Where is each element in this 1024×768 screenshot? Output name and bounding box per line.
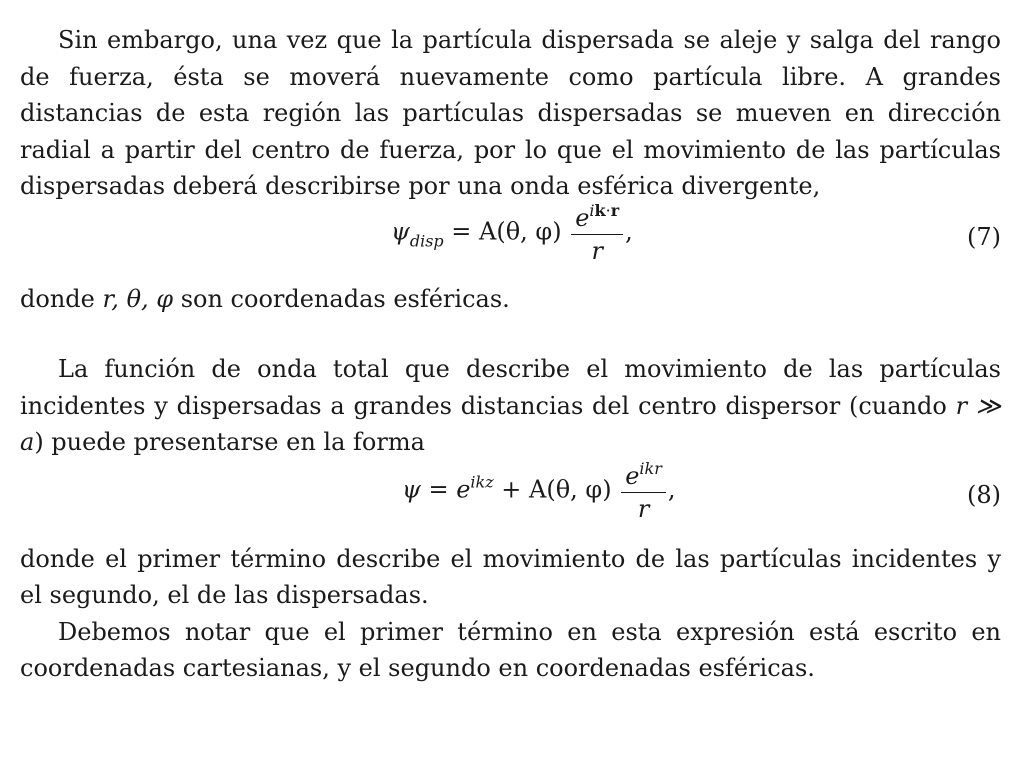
para2-suffix: son coordenadas esféricas. bbox=[173, 284, 510, 313]
para3-part2: ) puede presentarse en la forma bbox=[34, 428, 425, 456]
eq8-numerator bbox=[621, 459, 666, 492]
para2-math: r, θ, φ bbox=[102, 284, 174, 313]
equation-7-row bbox=[20, 200, 1001, 281]
equation-8 bbox=[402, 459, 676, 523]
eq7-exp-dot: · bbox=[605, 200, 611, 220]
document-page bbox=[20, 22, 1001, 687]
paragraph-first-term: donde el primer término describe el movimiento de las partículas incidentes y el segundo, el de las dispersadas. bbox=[20, 544, 1001, 609]
eq8-denominator: r bbox=[637, 494, 650, 523]
equation-8-row bbox=[20, 458, 1001, 541]
eq7-rhs-prefix: = A(θ, φ) bbox=[443, 217, 562, 246]
eq8-lhs: ψ = e bbox=[402, 475, 471, 504]
eq8-numerator-base: e bbox=[625, 461, 640, 490]
eq7-numerator-base: e bbox=[575, 203, 590, 232]
paragraph-scattered-particle: Sin embargo, una vez que la partícula dispersada se aleje y salga del rango de fuerza, ésta se moverá nuevamente como partícula libre. A grandes distancias de esta región las partículas dispersadas se mueven en dirección radial a partir del centro de fuerza, por lo que el movimiento de las partículas dispersadas deberá describirse por una onda esférica divergente, bbox=[20, 26, 1001, 200]
eq7-lhs-subscript: disp bbox=[409, 231, 444, 251]
eq7-exp-r: r bbox=[610, 200, 620, 220]
paragraph-coordinates-note: Debemos notar que el primer término en esta expresión está escrito en coordenadas cartesianas, y el segundo en coordenadas esféricas. bbox=[20, 617, 1001, 682]
para3-math: r ≫ a bbox=[20, 391, 1001, 456]
eq7-trailing: , bbox=[625, 217, 633, 246]
equation-8-number: (8) bbox=[967, 480, 1001, 509]
eq8-middle: + A(θ, φ) bbox=[493, 475, 612, 504]
eq7-lhs-symbol: ψ bbox=[391, 217, 410, 246]
eq7-numerator-exponent bbox=[589, 201, 619, 220]
equation-7 bbox=[391, 201, 633, 265]
paragraph-spherical-coordinates bbox=[20, 281, 1001, 318]
eq7-denominator: r bbox=[591, 236, 603, 265]
eq8-fraction bbox=[621, 459, 666, 523]
para2-prefix: donde bbox=[20, 284, 103, 313]
eq8-numerator-exponent: ikr bbox=[639, 458, 662, 478]
eq7-numerator bbox=[571, 201, 623, 234]
eq7-exp-i: i bbox=[589, 200, 595, 220]
equation-7-number: (7) bbox=[967, 222, 1001, 251]
paragraph-gap bbox=[20, 317, 1001, 351]
paragraph-total-wavefunction bbox=[20, 351, 1001, 461]
para3-part1: La función de onda total que describe el movimiento de las partículas incidentes y dispersadas a grandes distancias del centro dispersor (cuando bbox=[20, 355, 1001, 420]
eq8-trailing: , bbox=[667, 475, 676, 504]
eq7-fraction bbox=[571, 201, 623, 265]
eq8-exp-1: ikz bbox=[470, 472, 494, 492]
eq7-exp-k: k bbox=[594, 200, 606, 220]
